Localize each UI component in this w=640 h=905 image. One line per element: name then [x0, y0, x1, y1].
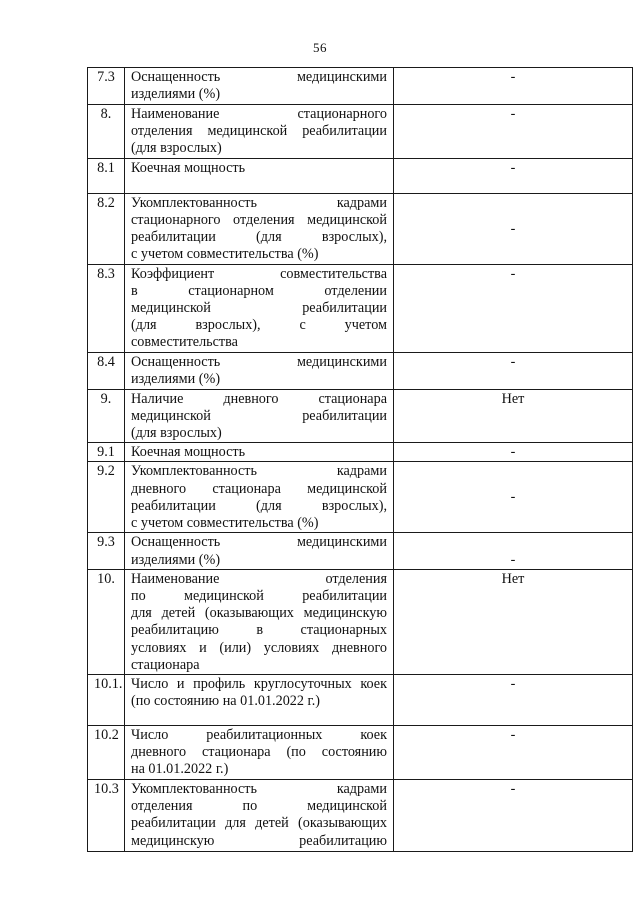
row-number: 10.1.	[88, 675, 125, 726]
row-label-line: для детей (оказывающих медицинскую	[131, 605, 387, 622]
row-label-line: (для взрослых)	[131, 425, 222, 442]
row-label-line: реабилитации для детей (оказывающих	[131, 815, 387, 832]
row-label	[125, 726, 394, 780]
row-number: 7.3	[88, 68, 125, 105]
row-value: -	[394, 443, 633, 462]
table-row	[88, 193, 633, 264]
table-row	[88, 726, 633, 780]
table-row	[88, 389, 633, 443]
table-row	[88, 105, 633, 159]
row-label-line: (по состоянию на 01.01.2022 г.)	[131, 693, 321, 710]
row-label-line: дневного стационара (по состоянию	[131, 744, 387, 761]
row-value: -	[394, 264, 633, 352]
document-table	[87, 67, 633, 852]
row-label	[125, 533, 394, 569]
row-label	[125, 158, 394, 193]
table-row	[88, 569, 633, 674]
row-label-line: медицинской реабилитации	[131, 300, 387, 317]
row-value: -	[394, 462, 633, 533]
row-label-line: Коэффициент совместительства	[131, 265, 387, 282]
row-label	[125, 68, 394, 105]
table-row	[88, 533, 633, 569]
row-number: 10.2	[88, 726, 125, 780]
row-label-line: отделения по медицинской	[131, 798, 387, 815]
row-label-line: медицинской реабилитации	[131, 407, 387, 424]
table-row	[88, 68, 633, 105]
row-label-line: изделиями (%)	[131, 370, 221, 387]
row-value: -	[394, 193, 633, 264]
row-value: -	[394, 158, 633, 193]
row-number: 8.3	[88, 264, 125, 352]
row-label-line: Укомплектованность кадрами	[131, 781, 387, 798]
row-number: 8.4	[88, 352, 125, 389]
row-label-line: (для взрослых), с учетом	[131, 317, 387, 334]
row-label	[125, 675, 394, 726]
row-label-line: реабилитации (для взрослых),	[131, 497, 387, 514]
row-label	[125, 443, 394, 462]
row-label-line: отделения медицинской реабилитации	[131, 123, 387, 140]
row-label	[125, 569, 394, 674]
row-label-line: Наименование стационарного	[131, 106, 387, 122]
row-label-line: реабилитацию в стационарных	[131, 622, 387, 639]
row-label-line: Коечная мощность	[131, 444, 246, 461]
row-label-line: по медицинской реабилитации	[131, 588, 387, 605]
row-label-line: Оснащенность медицинскими	[131, 69, 387, 85]
row-label-line: Оснащенность медицинскими	[131, 353, 387, 370]
row-value: -	[394, 780, 633, 852]
row-label-line: (для взрослых)	[131, 140, 222, 157]
row-label-line: медицинскую реабилитацию	[131, 832, 387, 849]
row-label-line: Наименование отделения	[131, 570, 387, 587]
row-label-line: Коечная мощность	[131, 159, 246, 176]
row-label-line: дневного стационара медицинской	[131, 480, 387, 497]
table-row	[88, 158, 633, 193]
row-label	[125, 352, 394, 389]
row-number: 9.	[88, 389, 125, 443]
page-number: 56	[313, 40, 327, 55]
row-number: 10.3	[88, 780, 125, 852]
row-label-line: условиях и (или) условиях дневного	[131, 639, 387, 656]
row-value: -	[394, 68, 633, 105]
row-label-line: в стационарном отделении	[131, 282, 387, 299]
row-value: -	[394, 726, 633, 780]
table-row	[88, 443, 633, 462]
row-value: Нет	[394, 389, 633, 443]
row-label-line: Оснащенность медицинскими	[131, 534, 387, 551]
row-label	[125, 780, 394, 852]
row-number: 9.3	[88, 533, 125, 569]
table-row	[88, 352, 633, 389]
table-row	[88, 675, 633, 726]
row-number: 9.2	[88, 462, 125, 533]
row-number: 8.2	[88, 193, 125, 264]
row-label	[125, 193, 394, 264]
row-label-line: на 01.01.2022 г.)	[131, 761, 229, 778]
row-label	[125, 462, 394, 533]
row-value: -	[394, 352, 633, 389]
row-value: -	[394, 105, 633, 159]
table-row	[88, 264, 633, 352]
row-label-line: Укомплектованность кадрами	[131, 194, 387, 211]
row-label-line: совместительства	[131, 334, 238, 351]
row-label-line: Число реабилитационных коек	[131, 727, 387, 744]
row-label-line: изделиями (%)	[131, 551, 221, 568]
row-number: 10.	[88, 569, 125, 674]
row-label	[125, 389, 394, 443]
row-label-line: стационара	[131, 656, 200, 673]
row-label-line: с учетом совместительства (%)	[131, 246, 319, 263]
row-value: -	[394, 533, 633, 569]
row-label-line: реабилитации (для взрослых),	[131, 229, 387, 246]
row-label-line: стационарного отделения медицинской	[131, 211, 387, 228]
row-number: 8.	[88, 105, 125, 159]
row-label-line: Наличие дневного стационара	[131, 390, 387, 407]
table-row	[88, 462, 633, 533]
row-label-line: с учетом совместительства (%)	[131, 515, 319, 532]
row-number: 8.1	[88, 158, 125, 193]
table-row	[88, 780, 633, 852]
row-value: -	[394, 675, 633, 726]
row-label	[125, 105, 394, 159]
row-label-line: Укомплектованность кадрами	[131, 463, 387, 480]
row-number: 9.1	[88, 443, 125, 462]
row-label-line: Число и профиль круглосуточных коек	[131, 676, 387, 693]
row-label	[125, 264, 394, 352]
row-label-line: изделиями (%)	[131, 86, 221, 103]
row-value: Нет	[394, 569, 633, 674]
